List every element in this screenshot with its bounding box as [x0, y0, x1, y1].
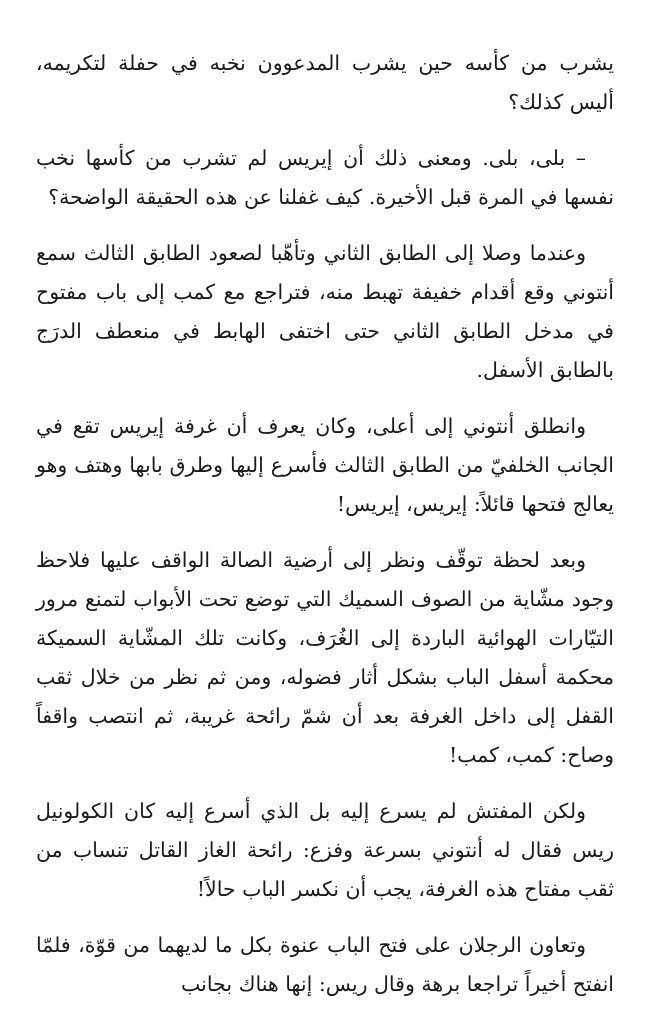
paragraph-1: يشرب من كأسه حين يشرب المدعوون نخبه في حفلة لتكريمه، أليس كذلك؟: [36, 51, 614, 114]
paragraph-2: – بلى، بلى. ومعنى ذلك أن إيريس لم تشرب من كأسها نخب نفسها في المرة قبل الأخيرة. كيف غفلنا عن هذه الحقيقة الواضحة؟: [36, 146, 614, 209]
paragraph-4: وانطلق أنتوني إلى أعلى، وكان يعرف أن غرفة إيريس تقع في الجانب الخلفيّ من الطابق الثالث فأسرع إليها وطرق بابها وهتف وهو يعالج فتحها قائلاً: إيريس، إيريس!: [36, 414, 614, 516]
book-page: [36, 44, 614, 1021]
paragraph-7: وتعاون الرجلان على فتح الباب عنوة بكل ما لديهما من قوّة، فلمّا انفتح أخيراً تراجعا برهة وقال ريس: إنها هناك بجانب: [36, 933, 614, 996]
paragraph-3: وعندما وصلا إلى الطابق الثاني وتأهّبا لصعود الطابق الثالث سمع أنتوني وقع أقدام خفيفة تهبط منه، فتراجع مع كمب إلى باب مفتوح في مدخل الطابق الثاني حتى اختفى الهابط في منعطف الدرَج بالطابق الأسفل.: [36, 241, 614, 382]
paragraph-5: وبعد لحظة توقّف ونظر إلى أرضية الصالة الواقف عليها فلاحظ وجود مشّاية من الصوف السميك التي توضع تحت الأبواب لتمنع مرور التيّارات الهوائية الباردة إلى الغُرَف، وكانت تلك المشّاية السميكة محكمة أسفل الباب بشكل أثار فضوله، ومن ثم نظر من خلال ثقب القفل إلى داخل الغرفة بعد أن شمّ رائحة غريبة، ثم انتصب واقفاً وصاح: كمب، كمب!: [36, 548, 614, 767]
paragraph-6: ولكن المفتش لم يسرع إليه بل الذي أسرع إليه كان الكولونيل ريس فقال له أنتوني بسرعة وفزع: رائحة الغاز القاتل تنساب من ثقب مفتاح هذه الغرفة، يجب أن نكسر الباب حالاً!: [36, 799, 614, 901]
